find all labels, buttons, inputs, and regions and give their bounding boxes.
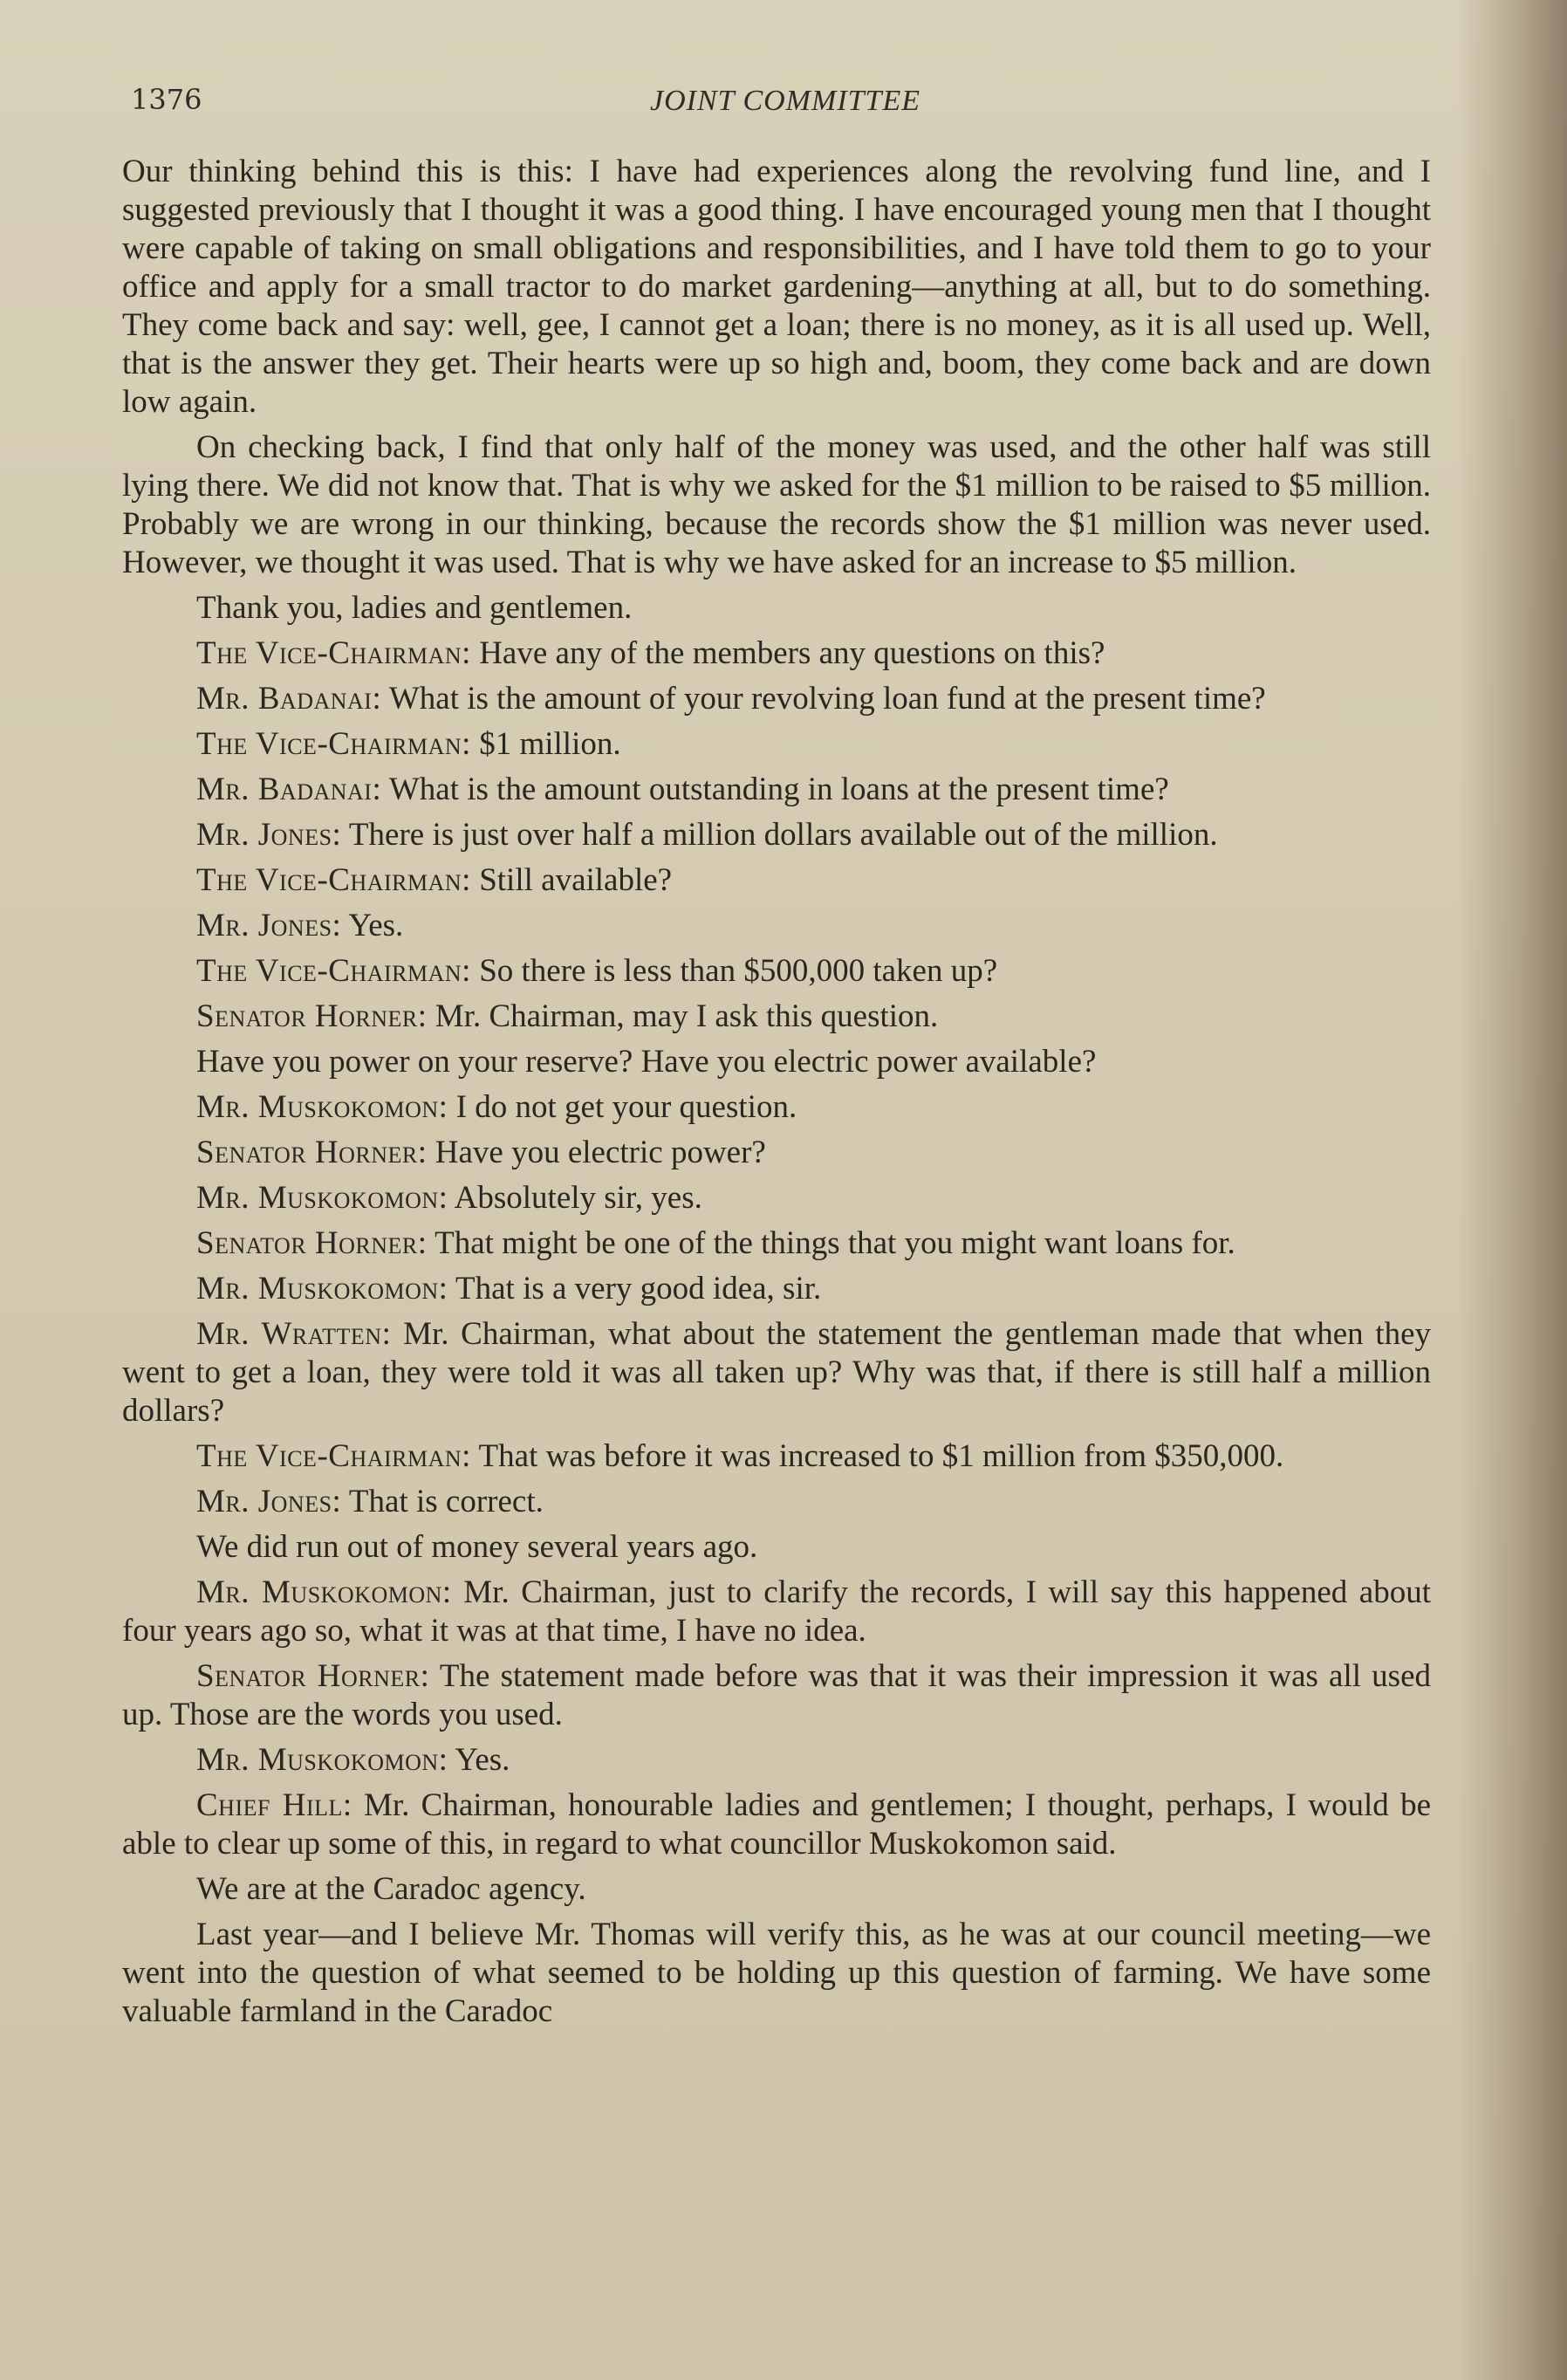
paragraph <box>122 998 1431 1036</box>
speaker-label: Senator Horner: <box>196 1225 428 1261</box>
body-text <box>122 153 1431 2038</box>
paragraph-text: What is the amount outstanding in loans at the present time? <box>388 772 1169 807</box>
page-number: 1376 <box>131 83 202 116</box>
speaker-label: Chief Hill: <box>196 1787 352 1823</box>
paragraph <box>122 771 1431 809</box>
paragraph-text: Mr. Chairman, may I ask this question. <box>435 998 939 1034</box>
paragraph-text: Have you power on your reserve? Have you electric power available? <box>196 1044 1097 1080</box>
paragraph-text: Mr. Chairman, just to clarify the records, I will say this happened about four years ago so, what it was at that time, I have no idea. <box>122 1574 1432 1649</box>
paragraph <box>122 816 1431 854</box>
speaker-label: Mr. Badanai: <box>196 772 382 807</box>
paragraph-text: The statement made before was that it was their impression it was all used up. Those are the words you used. <box>122 1658 1431 1732</box>
paragraph <box>122 589 1431 628</box>
paragraph-text: Thank you, ladies and gentlemen. <box>196 590 633 626</box>
speaker-label: Mr. Muskokomon: <box>196 1089 448 1125</box>
paragraph-text: Mr. Chairman, what about the statement the gentleman made that when they went to get a loan, they were told it was all taken up? Why was that, if there is still half a million dollars? <box>122 1316 1432 1429</box>
speaker-label: Mr. Jones: <box>196 1484 342 1519</box>
speaker-label: Mr. Wratten: <box>196 1316 392 1352</box>
speaker-label: Mr. Muskokomon: <box>196 1742 448 1778</box>
paragraph-text: That was before it was increased to $1 million from $350,000. <box>478 1438 1284 1474</box>
paragraph <box>122 1574 1431 1650</box>
speaker-label: The Vice-Chairman: <box>196 862 471 898</box>
paragraph <box>122 1657 1431 1734</box>
speaker-label: Senator Horner: <box>196 1135 428 1170</box>
paragraph <box>122 1437 1431 1476</box>
paragraph <box>122 1528 1431 1567</box>
paragraph <box>122 1741 1431 1780</box>
paragraph-text: I do not get your question. <box>455 1089 797 1125</box>
paragraph-text: $1 million. <box>479 726 621 762</box>
paragraph-text: Have you electric power? <box>435 1135 766 1170</box>
paragraph <box>122 429 1431 582</box>
paragraph-text: That is correct. <box>348 1484 544 1519</box>
speaker-label: The Vice-Chairman: <box>196 953 471 989</box>
paragraph <box>122 952 1431 991</box>
paragraph-text: Absolutely sir, yes. <box>454 1180 702 1216</box>
paragraph <box>122 1043 1431 1081</box>
paragraph-text: Mr. Chairman, honourable ladies and gentlemen; I thought, perhaps, I would be able to clear up some of this, in regard to what councillor Muskokomon said. <box>122 1787 1431 1862</box>
paragraph-text: We did run out of money several years ago. <box>196 1529 758 1565</box>
paragraph <box>122 1270 1431 1308</box>
paragraph <box>122 634 1431 673</box>
paragraph <box>122 725 1431 764</box>
page-header <box>131 83 1440 127</box>
paragraph-text: We are at the Caradoc agency. <box>196 1871 586 1907</box>
paragraph-text: That might be one of the things that you might want loans for. <box>435 1225 1235 1261</box>
paragraph-text: Still available? <box>479 862 673 898</box>
paragraph <box>122 1315 1431 1430</box>
paragraph <box>122 680 1431 718</box>
speaker-label: Mr. Muskokomon: <box>196 1271 448 1307</box>
paragraph <box>122 861 1431 900</box>
paragraph-text: Yes. <box>348 908 404 943</box>
speaker-label: The Vice-Chairman: <box>196 1438 471 1474</box>
paragraph-text: Our thinking behind this is this: I have had experiences along the revolving fund line, and I suggested previously that I thought it was a good thing. I have encouraged young men that I thought were capable of taking on small obligations and responsibilities, and I have told them to go to your office and apply for a small tractor to do market gardening—anything at all, but to do something. They come back and say: well, gee, I cannot get a loan; there is no money, as it is all used up. Well, that is the answer they get. Their hearts were up so high and, boom, they come back and are down low again. <box>122 154 1431 420</box>
speaker-label: Mr. Muskokomon: <box>196 1180 448 1216</box>
paragraph <box>122 153 1431 422</box>
paragraph-text: So there is less than $500,000 taken up? <box>479 953 998 989</box>
speaker-label: Senator Horner: <box>196 998 428 1034</box>
speaker-label: The Vice-Chairman: <box>196 726 471 762</box>
paragraph <box>122 1870 1431 1909</box>
paragraph-text: That is a very good idea, sir. <box>455 1271 822 1307</box>
paragraph <box>122 1916 1431 2031</box>
paragraph-text: Have any of the members any questions on this? <box>479 635 1105 671</box>
speaker-label: Mr. Muskokomon: <box>196 1574 452 1610</box>
speaker-label: The Vice-Chairman: <box>196 635 471 671</box>
speaker-label: Senator Horner: <box>196 1658 430 1694</box>
paragraph <box>122 1179 1431 1217</box>
paragraph <box>122 1483 1431 1521</box>
paragraph-text: There is just over half a million dollars available out of the million. <box>348 817 1218 853</box>
paragraph <box>122 907 1431 945</box>
paragraph <box>122 1224 1431 1263</box>
speaker-label: Mr. Jones: <box>196 817 342 853</box>
speaker-label: Mr. Jones: <box>196 908 342 943</box>
paragraph-text: Last year—and I believe Mr. Thomas will verify this, as he was at our council meeting—we went into the question of what seemed to be holding up this question of farming. We have some valuable farmland in the Caradoc <box>122 1917 1431 2029</box>
paragraph-text: Yes. <box>455 1742 510 1778</box>
paragraph-text: On checking back, I find that only half of the money was used, and the other half was still lying there. We did not know that. That is why we asked for the $1 million to be raised to $5 million. Probably we are wrong in our thinking, because the records show the $1 million was never used. However, we thought it was used. That is why we have asked for an increase to $5 million. <box>122 429 1431 580</box>
paragraph <box>122 1787 1431 1863</box>
speaker-label: Mr. Badanai: <box>196 681 382 717</box>
paragraph <box>122 1088 1431 1127</box>
paragraph-text: What is the amount of your revolving loan fund at the present time? <box>388 681 1266 717</box>
running-head: JOINT COMMITTEE <box>650 85 920 117</box>
paragraph <box>122 1134 1431 1172</box>
